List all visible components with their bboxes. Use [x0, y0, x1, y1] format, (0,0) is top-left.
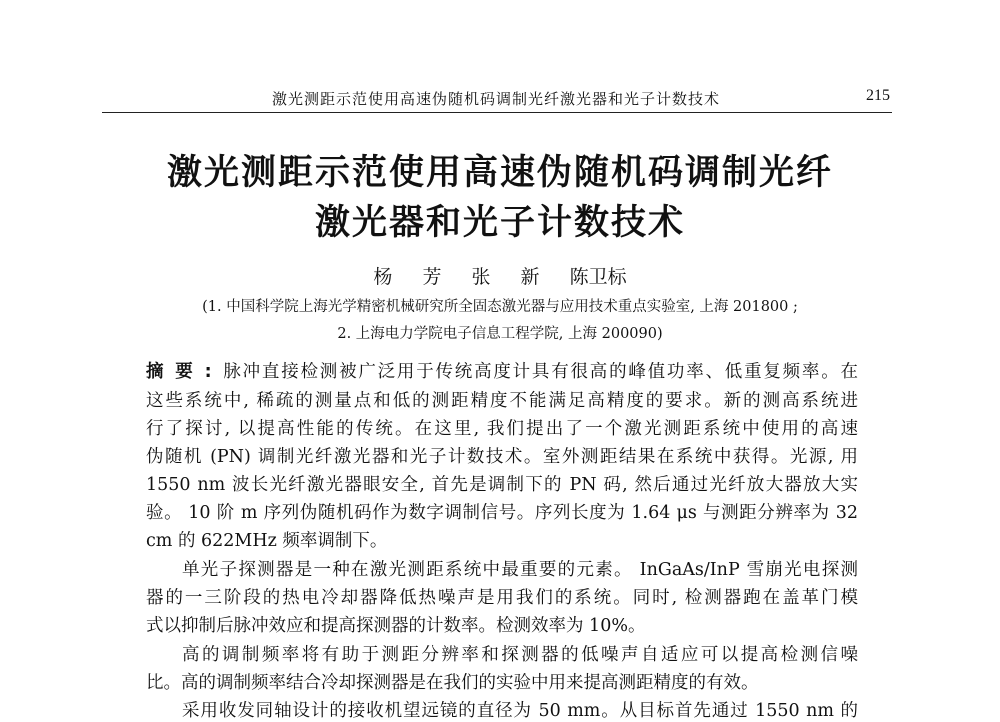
body-line: cm 的 622MHz 频率调制下。	[146, 531, 388, 551]
body-line: 采用收发同轴设计的接收机望远镜的直径为 50 mm。从目标首先通过 1550 nm 的	[182, 701, 858, 721]
body-line: 比。高的调制频率结合冷却探测器是在我们的实验中用来提高测距精度的有效。	[146, 673, 759, 693]
paper-title-line-2: 激光器和光子计数技术	[314, 203, 685, 243]
body-line: 器的一三阶段的热电冷却器降低热噪声是用我们的系统。同时, 检测器跑在盖革门模	[146, 588, 858, 608]
body-line: 高的调制频率将有助于测距分辨率和探测器的低噪声自适应可以提高检测信噪	[182, 645, 858, 665]
running-header	[102, 86, 892, 113]
body-line: 行了探讨, 以提高性能的传统。在这里, 我们提出了一个激光测距系统中使用的高速	[146, 419, 858, 439]
affiliation-1: (1. 中国科学院上海光学精密机械研究所全固态激光器与应用技术重点实验室, 上海 201800 ;	[202, 299, 798, 315]
body-line: 伪随机 (PN) 调制光纤激光器和光子计数技术。室外测距结果在系统中获得。光源, 用	[146, 447, 858, 467]
body-line: 式以抑制后脉冲效应和提高探测器的计数率。检测效率为 10%。	[146, 616, 646, 636]
affiliation-2: 2. 上海电力学院电子信息工程学院, 上海 200090)	[337, 326, 663, 342]
authors: 杨 芳 张 新 陈卫标	[373, 266, 627, 288]
page-number: 215	[866, 87, 890, 104]
body-line: 1550 nm 波长光纤激光器眼安全, 首先是调制下的 PN 码, 然后通过光纤放大器放大实	[146, 475, 858, 495]
abstract-label: 摘要:	[146, 362, 222, 382]
abstract-line	[146, 358, 858, 383]
body-line: 验。 10 阶 m 序列伪随机码作为数字调制信号。序列长度为 1.64 μs 与测距分辨率为 32	[146, 503, 858, 523]
running-title: 激光测距示范使用高速伪随机码调制光纤激光器和光子计数技术	[272, 90, 721, 108]
abstract-text: 脉冲直接检测被广泛用于传统高度计具有很高的峰值功率、低重复频率。在	[221, 362, 858, 382]
paper-title-line-1: 激光测距示范使用高速伪随机码调制光纤	[166, 153, 833, 193]
body-line: 单光子探测器是一种在激光测距系统中最重要的元素。 InGaAs/InP 雪崩光电探测	[182, 560, 858, 580]
body-line: 这些系统中, 稀疏的测量点和低的测距精度不能满足高精度的要求。新的测高系统进	[146, 391, 858, 411]
